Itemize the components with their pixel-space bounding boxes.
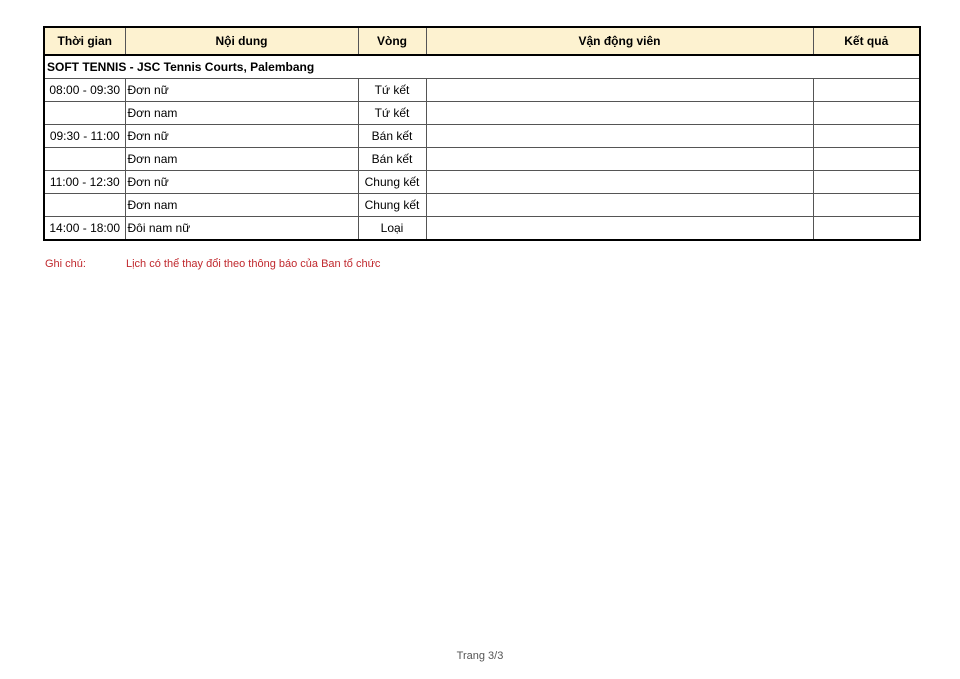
event-cell: Đơn nam: [125, 148, 358, 171]
athletes-cell: [426, 217, 813, 241]
result-cell: [813, 217, 920, 241]
event-cell: Đơn nữ: [125, 171, 358, 194]
header-row: [44, 27, 920, 55]
round-cell: Bán kết: [358, 125, 426, 148]
round-cell: Chung kết: [358, 171, 426, 194]
section-row: [44, 55, 920, 79]
table-row: [44, 79, 920, 102]
note-label: Ghi chú:: [45, 258, 86, 270]
table-row: [44, 171, 920, 194]
table-row: [44, 125, 920, 148]
header-event: Nội dung: [125, 27, 358, 55]
result-cell: [813, 79, 920, 102]
event-cell: Đơn nữ: [125, 125, 358, 148]
result-cell: [813, 102, 920, 125]
table-row: [44, 148, 920, 171]
header-time: Thời gian: [44, 27, 125, 55]
time-cell: [44, 194, 125, 217]
event-cell: Đơn nam: [125, 102, 358, 125]
round-cell: Loại: [358, 217, 426, 241]
table-row: [44, 102, 920, 125]
page-number: Trang 3/3: [456, 650, 504, 662]
result-cell: [813, 171, 920, 194]
header-athletes: Vận động viên: [426, 27, 813, 55]
table-row: [44, 217, 920, 241]
time-cell: 14:00 - 18:00: [44, 217, 125, 241]
event-cell: Đơn nam: [125, 194, 358, 217]
round-cell: Tứ kết: [358, 102, 426, 125]
result-cell: [813, 125, 920, 148]
athletes-cell: [426, 171, 813, 194]
athletes-cell: [426, 125, 813, 148]
result-cell: [813, 148, 920, 171]
schedule-table: [43, 26, 921, 241]
athletes-cell: [426, 79, 813, 102]
section-title: SOFT TENNIS - JSC Tennis Courts, Palembang: [44, 55, 920, 79]
round-cell: Chung kết: [358, 194, 426, 217]
header-result: Kết quả: [813, 27, 920, 55]
round-cell: Tứ kết: [358, 79, 426, 102]
time-cell: [44, 148, 125, 171]
time-cell: 09:30 - 11:00: [44, 125, 125, 148]
time-cell: [44, 102, 125, 125]
athletes-cell: [426, 102, 813, 125]
event-cell: Đôi nam nữ: [125, 217, 358, 241]
note-text: Lịch có thể thay đổi theo thông báo của Ban tổ chức: [126, 258, 381, 270]
header-round: Vòng: [358, 27, 426, 55]
athletes-cell: [426, 194, 813, 217]
result-cell: [813, 194, 920, 217]
athletes-cell: [426, 148, 813, 171]
table-row: [44, 194, 920, 217]
event-cell: Đơn nữ: [125, 79, 358, 102]
time-cell: 08:00 - 09:30: [44, 79, 125, 102]
time-cell: 11:00 - 12:30: [44, 171, 125, 194]
round-cell: Bán kết: [358, 148, 426, 171]
